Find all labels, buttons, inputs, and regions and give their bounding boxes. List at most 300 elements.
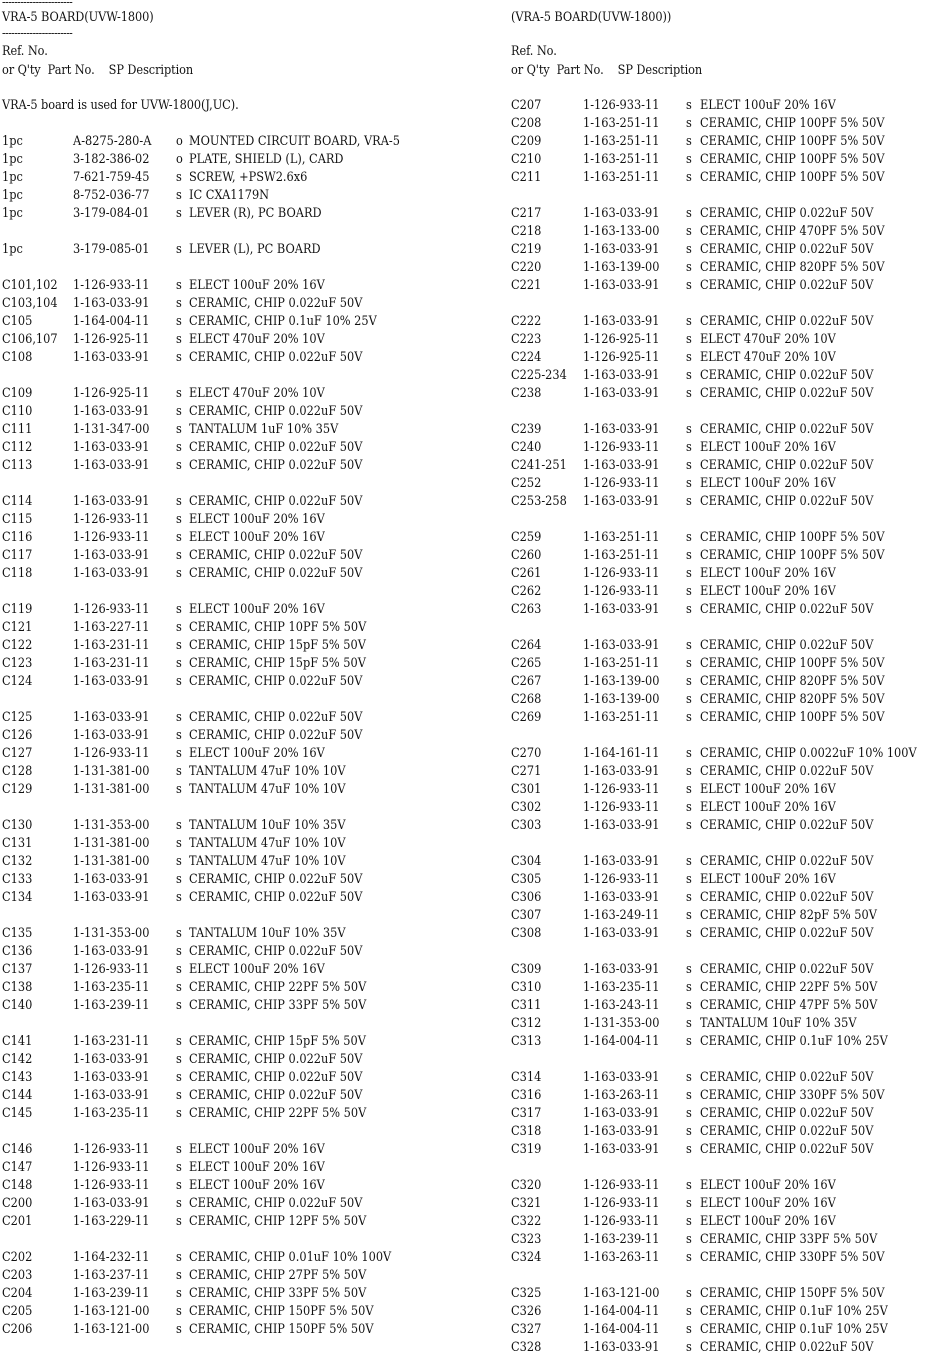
part-no: 1-163-033-91: [73, 440, 150, 455]
description: CERAMIC, CHIP 820PF 5% 50V: [700, 692, 885, 707]
part-row: [2, 1249, 472, 1267]
description: LEVER (R), PC BOARD: [189, 206, 322, 221]
part-row: [511, 583, 952, 601]
sp-code: s: [176, 1070, 182, 1085]
ref-no: C211: [511, 170, 542, 185]
sp-code: s: [176, 1196, 182, 1211]
description: ELECT 100uF 20% 16V: [189, 278, 325, 293]
part-row: [2, 295, 472, 313]
part-row: [511, 1231, 952, 1249]
sp-code: s: [686, 386, 692, 401]
part-row: [2, 403, 472, 421]
part-no: 1-126-933-11: [73, 746, 150, 761]
part-row: [511, 763, 952, 781]
sp-code: s: [176, 314, 182, 329]
description: CERAMIC, CHIP 0.022uF 50V: [700, 890, 874, 905]
part-row: [511, 169, 952, 187]
part-row: [511, 97, 952, 115]
part-row: [2, 205, 472, 223]
part-no: 1-163-239-11: [583, 1232, 660, 1247]
part-no: 1-163-033-91: [583, 494, 660, 509]
ref-no: C218: [511, 224, 542, 239]
sp-code: s: [686, 1322, 692, 1337]
part-row: [2, 1069, 472, 1087]
sp-code: s: [686, 530, 692, 545]
ref-no: C225-234: [511, 368, 567, 383]
sp-code: s: [686, 1088, 692, 1103]
part-no: 1-126-933-11: [73, 1160, 150, 1175]
part-row: [511, 673, 952, 691]
sp-code: s: [686, 854, 692, 869]
part-no: A-8275-280-A: [73, 134, 152, 149]
part-row: [2, 1051, 472, 1069]
description: CERAMIC, CHIP 0.022uF 50V: [189, 872, 363, 887]
ref-no: C252: [511, 476, 542, 491]
part-no: 1-126-933-11: [583, 566, 660, 581]
part-no: 1-163-033-91: [583, 764, 660, 779]
sp-code: s: [686, 260, 692, 275]
sp-code: s: [176, 386, 182, 401]
part-no: 3-182-386-02: [73, 152, 150, 167]
ref-no: C223: [511, 332, 542, 347]
part-row: [511, 853, 952, 871]
sp-code: s: [176, 242, 182, 257]
ref-no: C264: [511, 638, 542, 653]
description: CERAMIC, CHIP 150PF 5% 50V: [700, 1286, 885, 1301]
part-no: 1-163-033-91: [73, 728, 150, 743]
description: ELECT 100uF 20% 16V: [189, 1142, 325, 1157]
part-row: [511, 871, 952, 889]
sp-code: s: [686, 98, 692, 113]
part-row: [511, 925, 952, 943]
ref-no: C138: [2, 980, 33, 995]
sp-code: s: [686, 368, 692, 383]
ref-no: C123: [2, 656, 33, 671]
ref-no: C134: [2, 890, 33, 905]
ref-no: C323: [511, 1232, 542, 1247]
sp-code: s: [176, 1106, 182, 1121]
description: CERAMIC, CHIP 820PF 5% 50V: [700, 260, 885, 275]
part-no: 1-163-139-00: [583, 692, 660, 707]
ref-no: C128: [2, 764, 33, 779]
ref-no: C148: [2, 1178, 33, 1193]
ref-no: C309: [511, 962, 542, 977]
part-row: [511, 133, 952, 151]
part-row: [2, 961, 472, 979]
description: CERAMIC, CHIP 0.1uF 10% 25V: [700, 1034, 888, 1049]
part-row: [511, 979, 952, 997]
sp-code: s: [686, 1178, 692, 1193]
part-no: 1-126-925-11: [73, 386, 150, 401]
part-row: [2, 637, 472, 655]
part-no: 1-164-161-11: [583, 746, 660, 761]
description: CERAMIC, CHIP 0.022uF 50V: [700, 1106, 874, 1121]
part-no: 1-126-925-11: [73, 332, 150, 347]
sp-code: s: [176, 656, 182, 671]
ref-no: C144: [2, 1088, 33, 1103]
description: CERAMIC, CHIP 0.022uF 50V: [700, 422, 874, 437]
description: CERAMIC, CHIP 15pF 5% 50V: [189, 638, 366, 653]
description: CERAMIC, CHIP 0.0022uF 10% 100V: [700, 746, 917, 761]
part-no: 1-163-033-91: [583, 926, 660, 941]
sp-code: s: [176, 782, 182, 797]
sp-code: s: [176, 1214, 182, 1229]
sp-code: s: [176, 188, 182, 203]
description: ELECT 100uF 20% 16V: [700, 1214, 836, 1229]
description: SCREW, +PSW2.6x6: [189, 170, 308, 185]
part-no: 1-163-251-11: [583, 530, 660, 545]
ref-no: C324: [511, 1250, 542, 1265]
description: CERAMIC, CHIP 100PF 5% 50V: [700, 134, 885, 149]
sp-code: s: [176, 1250, 182, 1265]
description: CERAMIC, CHIP 47PF 5% 50V: [700, 998, 878, 1013]
top-rule: -----------------------: [2, 0, 73, 9]
ref-no: C261: [511, 566, 542, 581]
sp-code: s: [686, 764, 692, 779]
sp-code: s: [176, 566, 182, 581]
part-no: 1-163-033-91: [73, 890, 150, 905]
description: CERAMIC, CHIP 0.022uF 50V: [189, 548, 363, 563]
description: CERAMIC, CHIP 100PF 5% 50V: [700, 152, 885, 167]
ref-no: C118: [2, 566, 33, 581]
description: CERAMIC, CHIP 82pF 5% 50V: [700, 908, 877, 923]
part-row: [2, 439, 472, 457]
sp-code: s: [176, 548, 182, 563]
sp-code: s: [176, 872, 182, 887]
description: CERAMIC, CHIP 0.022uF 50V: [189, 566, 363, 581]
sp-code: s: [686, 710, 692, 725]
description: CERAMIC, CHIP 0.01uF 10% 100V: [189, 1250, 392, 1265]
part-row: [511, 1087, 952, 1105]
part-no: 1-131-381-00: [73, 782, 150, 797]
part-row: [511, 475, 952, 493]
part-no: 1-131-353-00: [73, 926, 150, 941]
sp-code: s: [686, 584, 692, 599]
sp-code: s: [176, 1142, 182, 1157]
sp-code: s: [686, 350, 692, 365]
part-row: [2, 1159, 472, 1177]
ref-no: C221: [511, 278, 542, 293]
part-row: [2, 853, 472, 871]
ref-no: C304: [511, 854, 542, 869]
description: CERAMIC, CHIP 12PF 5% 50V: [189, 1214, 367, 1229]
sp-code: s: [176, 170, 182, 185]
part-no: 3-179-085-01: [73, 242, 150, 257]
description: ELECT 100uF 20% 16V: [189, 512, 325, 527]
part-row: [511, 601, 952, 619]
ref-no: C308: [511, 926, 542, 941]
part-row: [2, 1033, 472, 1051]
part-no: 1-163-139-00: [583, 260, 660, 275]
part-row: [511, 349, 952, 367]
part-no: 1-126-933-11: [583, 1196, 660, 1211]
sp-code: s: [176, 710, 182, 725]
description: TANTALUM 47uF 10% 10V: [189, 782, 346, 797]
description: CERAMIC, CHIP 0.022uF 50V: [189, 404, 363, 419]
part-no: 1-163-139-00: [583, 674, 660, 689]
sp-code: s: [176, 1268, 182, 1283]
ref-no: C302: [511, 800, 542, 815]
description: CERAMIC, CHIP 100PF 5% 50V: [700, 656, 885, 671]
ref-no: C207: [511, 98, 542, 113]
description: CERAMIC, CHIP 0.022uF 50V: [189, 1196, 363, 1211]
ref-no: C327: [511, 1322, 542, 1337]
sp-code: s: [686, 1070, 692, 1085]
description: CERAMIC, CHIP 0.022uF 50V: [700, 278, 874, 293]
ref-no: C103,104: [2, 296, 58, 311]
part-no: 1-163-251-11: [583, 656, 660, 671]
part-no: 1-163-033-91: [73, 1070, 150, 1085]
part-no: 1-164-004-11: [583, 1322, 660, 1337]
part-row: [511, 367, 952, 385]
sp-code: s: [686, 206, 692, 221]
part-no: 1-126-933-11: [73, 530, 150, 545]
sp-code: s: [176, 1160, 182, 1175]
part-no: 1-126-933-11: [583, 872, 660, 887]
sp-code: s: [686, 1286, 692, 1301]
ref-no: C260: [511, 548, 542, 563]
sp-code: s: [176, 512, 182, 527]
ref-no: C319: [511, 1142, 542, 1157]
sp-code: s: [686, 800, 692, 815]
ref-no: C303: [511, 818, 542, 833]
sp-code: s: [686, 116, 692, 131]
part-row: [511, 277, 952, 295]
part-row: [2, 889, 472, 907]
sp-code: s: [686, 314, 692, 329]
part-row: [511, 457, 952, 475]
ref-no: C129: [2, 782, 33, 797]
ref-no: C141: [2, 1034, 33, 1049]
part-no: 1-163-033-91: [583, 458, 660, 473]
description: TANTALUM 47uF 10% 10V: [189, 836, 346, 851]
description: ELECT 100uF 20% 16V: [189, 962, 325, 977]
description: CERAMIC, CHIP 820PF 5% 50V: [700, 674, 885, 689]
description: ELECT 100uF 20% 16V: [700, 440, 836, 455]
part-no: 1-163-033-91: [583, 314, 660, 329]
sp-code: s: [686, 152, 692, 167]
part-no: 1-163-235-11: [73, 980, 150, 995]
sp-code: o: [176, 152, 183, 167]
part-row: [2, 1177, 472, 1195]
part-no: 1-163-121-00: [73, 1322, 150, 1337]
part-no: 1-163-033-91: [583, 1340, 660, 1355]
part-row: [511, 655, 952, 673]
ref-no: C317: [511, 1106, 542, 1121]
part-row: [2, 511, 472, 529]
part-no: 1-163-121-00: [583, 1286, 660, 1301]
sp-code: s: [686, 980, 692, 995]
sp-code: s: [176, 638, 182, 653]
part-no: 1-163-033-91: [583, 242, 660, 257]
sp-code: s: [686, 782, 692, 797]
sp-code: s: [686, 440, 692, 455]
part-row: [2, 1195, 472, 1213]
description: CERAMIC, CHIP 0.022uF 50V: [189, 1088, 363, 1103]
ref-no: C132: [2, 854, 33, 869]
description: CERAMIC, CHIP 33PF 5% 50V: [189, 998, 367, 1013]
ref-no: 1pc: [2, 206, 23, 221]
ref-no: C325: [511, 1286, 542, 1301]
part-row: [511, 1177, 952, 1195]
ref-no: C206: [2, 1322, 33, 1337]
part-no: 1-163-251-11: [583, 710, 660, 725]
sp-code: s: [686, 1340, 692, 1355]
sp-code: s: [686, 674, 692, 689]
part-row: [2, 385, 472, 403]
ref-no: C122: [2, 638, 33, 653]
ref-no: C106,107: [2, 332, 58, 347]
part-no: 1-163-033-91: [583, 890, 660, 905]
sp-code: s: [176, 980, 182, 995]
part-no: 1-163-251-11: [583, 116, 660, 131]
sp-code: s: [686, 1016, 692, 1031]
part-no: 1-126-925-11: [583, 350, 660, 365]
part-no: 1-163-033-91: [73, 1088, 150, 1103]
ref-no: C312: [511, 1016, 542, 1031]
ref-no: C265: [511, 656, 542, 671]
ref-no: C127: [2, 746, 33, 761]
sp-code: s: [686, 746, 692, 761]
ref-no: C108: [2, 350, 33, 365]
part-row: [2, 349, 472, 367]
ref-no: C204: [2, 1286, 33, 1301]
description: CERAMIC, CHIP 0.022uF 50V: [700, 764, 874, 779]
description: CERAMIC, CHIP 0.022uF 50V: [189, 494, 363, 509]
part-row: [511, 1213, 952, 1231]
description: CERAMIC, CHIP 0.022uF 50V: [700, 926, 874, 941]
part-no: 1-163-033-91: [73, 944, 150, 959]
sp-code: s: [176, 1322, 182, 1337]
description: CERAMIC, CHIP 0.022uF 50V: [189, 1070, 363, 1085]
part-no: 1-126-933-11: [73, 278, 150, 293]
sp-code: s: [686, 494, 692, 509]
part-no: 1-131-381-00: [73, 854, 150, 869]
part-no: 1-163-229-11: [73, 1214, 150, 1229]
ref-no: 1pc: [2, 152, 23, 167]
part-no: 1-163-033-91: [73, 674, 150, 689]
part-row: [511, 781, 952, 799]
sp-code: s: [176, 530, 182, 545]
ref-no: C135: [2, 926, 33, 941]
part-row: [511, 241, 952, 259]
part-row: [511, 997, 952, 1015]
description: ELECT 100uF 20% 16V: [700, 98, 836, 113]
part-row: [511, 1105, 952, 1123]
sp-code: s: [176, 674, 182, 689]
sp-code: s: [176, 1304, 182, 1319]
description: CERAMIC, CHIP 100PF 5% 50V: [700, 116, 885, 131]
sp-code: s: [176, 440, 182, 455]
part-row: [2, 943, 472, 961]
part-row: [511, 817, 952, 835]
title-rule: -----------------------: [2, 26, 73, 40]
part-row: [511, 421, 952, 439]
ref-no: 1pc: [2, 170, 23, 185]
description: CERAMIC, CHIP 0.022uF 50V: [700, 368, 874, 383]
sp-code: s: [176, 1034, 182, 1049]
part-row: [511, 745, 952, 763]
part-row: [511, 1069, 952, 1087]
ref-no: C116: [2, 530, 33, 545]
part-row: [2, 277, 472, 295]
description: CERAMIC, CHIP 22PF 5% 50V: [700, 980, 878, 995]
part-row: [2, 1087, 472, 1105]
ref-no: C109: [2, 386, 33, 401]
description: CERAMIC, CHIP 33PF 5% 50V: [700, 1232, 878, 1247]
ref-no: C205: [2, 1304, 33, 1319]
part-no: 1-126-933-11: [583, 800, 660, 815]
header-ref-no: Ref. No.: [2, 44, 48, 59]
ref-no: C115: [2, 512, 33, 527]
part-no: 8-752-036-77: [73, 188, 150, 203]
part-no: 1-163-251-11: [583, 152, 660, 167]
description: ELECT 100uF 20% 16V: [189, 602, 325, 617]
part-no: 1-163-033-91: [73, 350, 150, 365]
ref-no: C113: [2, 458, 33, 473]
ref-no: C143: [2, 1070, 33, 1085]
part-row: [511, 1123, 952, 1141]
ref-no: C259: [511, 530, 542, 545]
description: CERAMIC, CHIP 22PF 5% 50V: [189, 1106, 367, 1121]
sp-code: s: [686, 1250, 692, 1265]
sp-code: s: [176, 620, 182, 635]
part-row: [511, 331, 952, 349]
part-no: 1-164-004-11: [583, 1034, 660, 1049]
header-ref-no: Ref. No.: [511, 44, 557, 59]
sp-code: s: [686, 998, 692, 1013]
part-no: 1-163-033-91: [73, 1052, 150, 1067]
part-no: 1-131-381-00: [73, 764, 150, 779]
description: IC CXA1179N: [189, 188, 270, 203]
description: TANTALUM 47uF 10% 10V: [189, 764, 346, 779]
description: CERAMIC, CHIP 150PF 5% 50V: [189, 1322, 374, 1337]
sp-code: s: [176, 998, 182, 1013]
description: CERAMIC, CHIP 0.022uF 50V: [700, 602, 874, 617]
ref-no: C253-258: [511, 494, 567, 509]
ref-no: C114: [2, 494, 33, 509]
ref-no: C208: [511, 116, 542, 131]
ref-no: C126: [2, 728, 33, 743]
ref-no: C269: [511, 710, 542, 725]
part-no: 1-163-251-11: [583, 134, 660, 149]
sp-code: s: [686, 602, 692, 617]
description: ELECT 100uF 20% 16V: [189, 746, 325, 761]
part-no: 1-163-033-91: [73, 548, 150, 563]
ref-no: C263: [511, 602, 542, 617]
continued-title: (VRA-5 BOARD(UVW-1800)): [511, 10, 672, 25]
part-no: 1-126-925-11: [583, 332, 660, 347]
sp-code: s: [176, 890, 182, 905]
ref-no: C146: [2, 1142, 33, 1157]
description: CERAMIC, CHIP 0.022uF 50V: [700, 854, 874, 869]
part-row: [2, 1105, 472, 1123]
description: TANTALUM 10uF 10% 35V: [189, 926, 346, 941]
sp-code: o: [176, 134, 183, 149]
description: ELECT 100uF 20% 16V: [700, 584, 836, 599]
description: CERAMIC, CHIP 0.022uF 50V: [700, 1070, 874, 1085]
description: CERAMIC, CHIP 0.022uF 50V: [700, 242, 874, 257]
ref-no: C222: [511, 314, 542, 329]
part-row: [2, 835, 472, 853]
part-row: [2, 1321, 472, 1339]
part-row: [511, 1321, 952, 1339]
description: CERAMIC, CHIP 0.022uF 50V: [700, 1124, 874, 1139]
ref-no: C101,102: [2, 278, 58, 293]
part-row: [2, 1303, 472, 1321]
description: CERAMIC, CHIP 0.1uF 10% 25V: [700, 1322, 888, 1337]
part-row: [511, 1015, 952, 1033]
